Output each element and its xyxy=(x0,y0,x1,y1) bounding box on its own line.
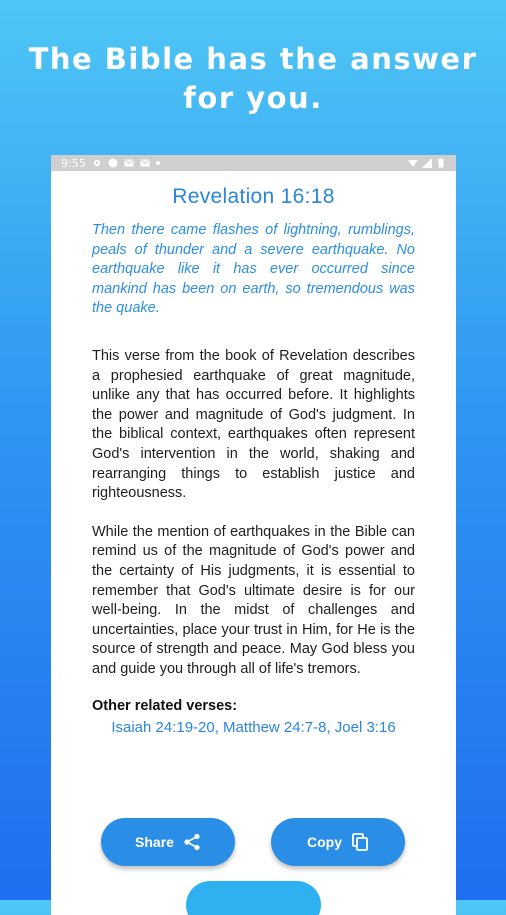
headline: The Bible has the answer for you. xyxy=(28,42,478,116)
share-icon xyxy=(183,833,201,851)
status-time: 9:55 xyxy=(61,156,86,170)
settings-icon xyxy=(92,158,102,168)
record-icon xyxy=(108,158,118,168)
mail-icon xyxy=(140,158,150,168)
mail-icon xyxy=(124,158,134,168)
battery-icon xyxy=(436,158,446,168)
copy-button-label: Copy xyxy=(307,834,342,850)
verse-reference: Revelation 16:18 xyxy=(172,185,335,208)
status-bar xyxy=(51,155,456,171)
copy-icon xyxy=(351,833,369,851)
share-button[interactable] xyxy=(101,818,235,866)
share-button-label: Share xyxy=(135,834,174,850)
reflection-paragraph: This verse from the book of Revelation describes a prophesied earthquake of great magnitude, unlike any that has occurred before. It highlights the power and magnitude of God's judgment. In the biblical context, earthquakes often represent God's intervention in the world, shaking and rearranging things to establish justice and righteousness. xyxy=(92,347,415,502)
verse-text: Then there came flashes of lightning, rumblings, peals of thunder and a severe earthquake. No earthquake like it has ever occurred since mankind has been on earth, so tremendous was the quake. xyxy=(92,222,415,317)
related-verses-list[interactable]: Isaiah 24:19-20, Matthew 24:7-8, Joel 3:16 xyxy=(111,719,396,737)
phone-screen xyxy=(51,155,456,915)
bottom-action-button[interactable] xyxy=(186,881,321,915)
reflection-paragraph: While the mention of earthquakes in the Bible can remind us of the magnitude of God's power and the certainty of His judgments, it is essential to remember that God's ultimate desire is for our well-being. In the midst of challenges and uncertainties, place your trust in Him, for He is the source of strength and peace. May God bless you and guide you through all of life's tremors. xyxy=(92,523,415,677)
notification-dot-icon xyxy=(156,161,160,165)
copy-button[interactable] xyxy=(271,818,405,866)
wifi-icon xyxy=(408,158,418,168)
signal-icon xyxy=(422,158,432,168)
related-verses-title: Other related verses: xyxy=(92,698,238,715)
verse-content xyxy=(51,185,456,736)
